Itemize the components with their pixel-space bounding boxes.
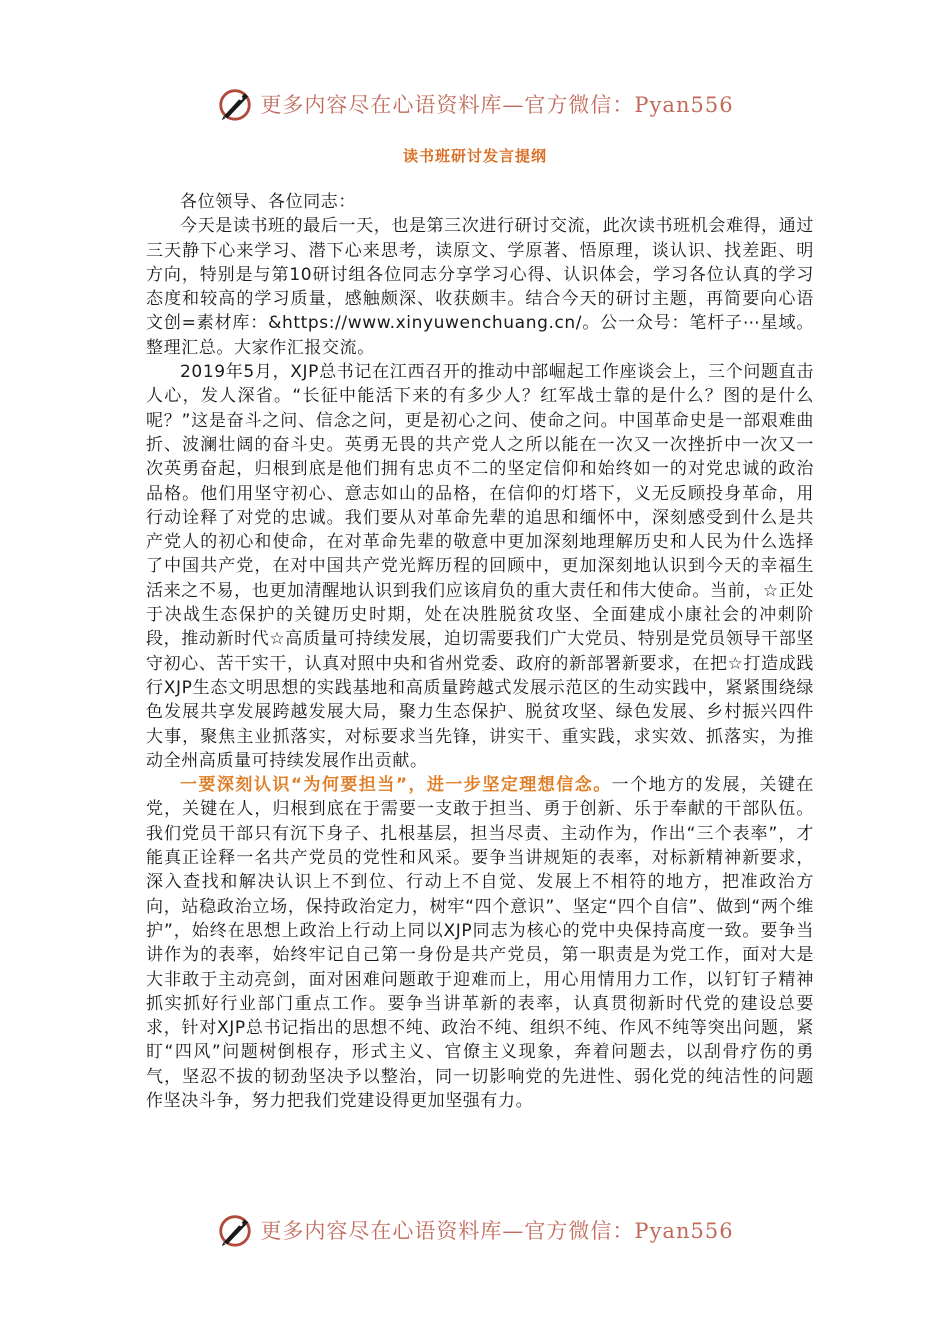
paragraph-3-body: 一个地方的发展，关键在党，关键在人，归根到底在于需要一支敢于担当、勇于创新、乐于奉献的干部队伍。我们党员干部只有沉下身子、扎根基层，担当尽责、主动作为，作出“三个表率”，才能真正诠释一名共产党员的党性和风采。要争当讲规矩的表率，对标新精神新要求，深入查找和解决认识上不到位、行动上不自觉、发展上不相符的地方，把准政治方向，站稳政治立场，保持政治定力，树牢“四个意识”、坚定“四个自信”、做到“两个维护”，始终在思想上政治上行动上同以XJP同志为核心的党中央保持高度一致。要争当讲作为的表率，始终牢记自己第一身份是共产党员，第一职责是为党工作，面对大是大非敢于主动亮剑，面对困难问题敢于迎难而上，用心用情用力工作，以钉钉子精神抓实抓好行业部门重点工作。要争当讲革新的表率，认真贯彻新时代党的建设总要求，针对XJP总书记指出的思想不纯、政治不纯、组织不纯、作风不纯等突出问题，紧盯“四风”问题树倒根存，形式主义、官僚主义现象，奔着问题去，以刮骨疗伤的勇气，坚忍不拔的韧劲坚决予以整治，同一切影响党的先进性、弱化党的纯洁性的问题作坚决斗争，努力把我们党建设得更加坚强有力。: [146, 775, 814, 1111]
paragraph-3: [146, 773, 814, 1113]
section-heading: 一要深刻认识“为何要担当”，进一步坚定理想信念。: [180, 775, 612, 796]
pen-circle-logo-icon: [216, 1211, 254, 1249]
paragraph-1: 今天是读书班的最后一天，也是第三次进行研讨交流，此次读书班机会难得，通过三天静下心来学习、潜下心来思考，读原文、学原著、悟原理，谈认识、找差距、明方向，特别是与第10研讨组各位同志分享学习心得、认识体会，学习各位认真的学习态度和较高的学习质量，感触颇深、收获颇丰。结合今天的研讨主题，再简要向心语文创=素材库：&https://www.xinyuwenchuang.cn/。公一众号：笔杆子⋯星域。整理汇总。大家作汇报交流。: [146, 216, 814, 358]
footer-banner: [0, 1208, 950, 1252]
pen-circle-logo-icon: [216, 85, 254, 123]
document-title: 读书班研讨发言提纲: [402, 147, 547, 165]
salutation: 各位领导、各位同志：: [180, 192, 356, 212]
header-banner: [0, 82, 950, 126]
banner-text: 更多内容尽在心语资料库—官方微信：Pyan556: [260, 93, 734, 117]
paragraph-2: 2019年5月，XJP总书记在江西召开的推动中部崛起工作座谈会上，三个问题直击人心，发人深省。“长征中能活下来的有多少人？红军战士靠的是什么？图的是什么呢？”这是奋斗之问、信念之问，更是初心之问、使命之问。中国革命史是一部艰难曲折、波澜壮阔的奋斗史。英勇无畏的共产党人之所以能在一次又一次挫折中一次又一次英勇奋起，归根到底是他们拥有忠贞不二的坚定信仰和始终如一的对党忠诚的政治品格。他们用坚守初心、意志如山的品格，在信仰的灯塔下，义无反顾投身革命，用行动诠释了对党的忠诚。我们要从对革命先辈的追思和缅怀中，深刻感受到什么是共产党人的初心和使命，在对革命先辈的敬意中更加深刻地理解历史和人民为什么选择了中国共产党，在对中国共产党光辉历程的回顾中，更加深刻地认识到今天的幸福生活来之不易，也更加清醒地认识到我们应该肩负的重大责任和伟大使命。当前，☆正处于决战生态保护的关键历史时期，处在决胜脱贫攻坚、全面建成小康社会的冲刺阶段，推动新时代☆高质量可持续发展，迫切需要我们广大党员、特别是党员领导干部坚守初心、苦干实干，认真对照中央和省州党委、政府的新部署新要求，在把☆打造成践行XJP生态文明思想的实践基地和高质量跨越式发展示范区的生动实践中，紧紧围绕绿色发展共享发展跨越发展大局，聚力生态保护、脱贫攻坚、绿色发展、乡村振兴四件大事，聚焦主业抓落实，对标要求当先锋，讲实干、重实践，求实效、抓落实，为推动全州高质量可持续发展作出贡献。: [146, 362, 814, 771]
banner-text: 更多内容尽在心语资料库—官方微信：Pyan556: [260, 1219, 734, 1243]
document-body: [146, 190, 814, 1113]
